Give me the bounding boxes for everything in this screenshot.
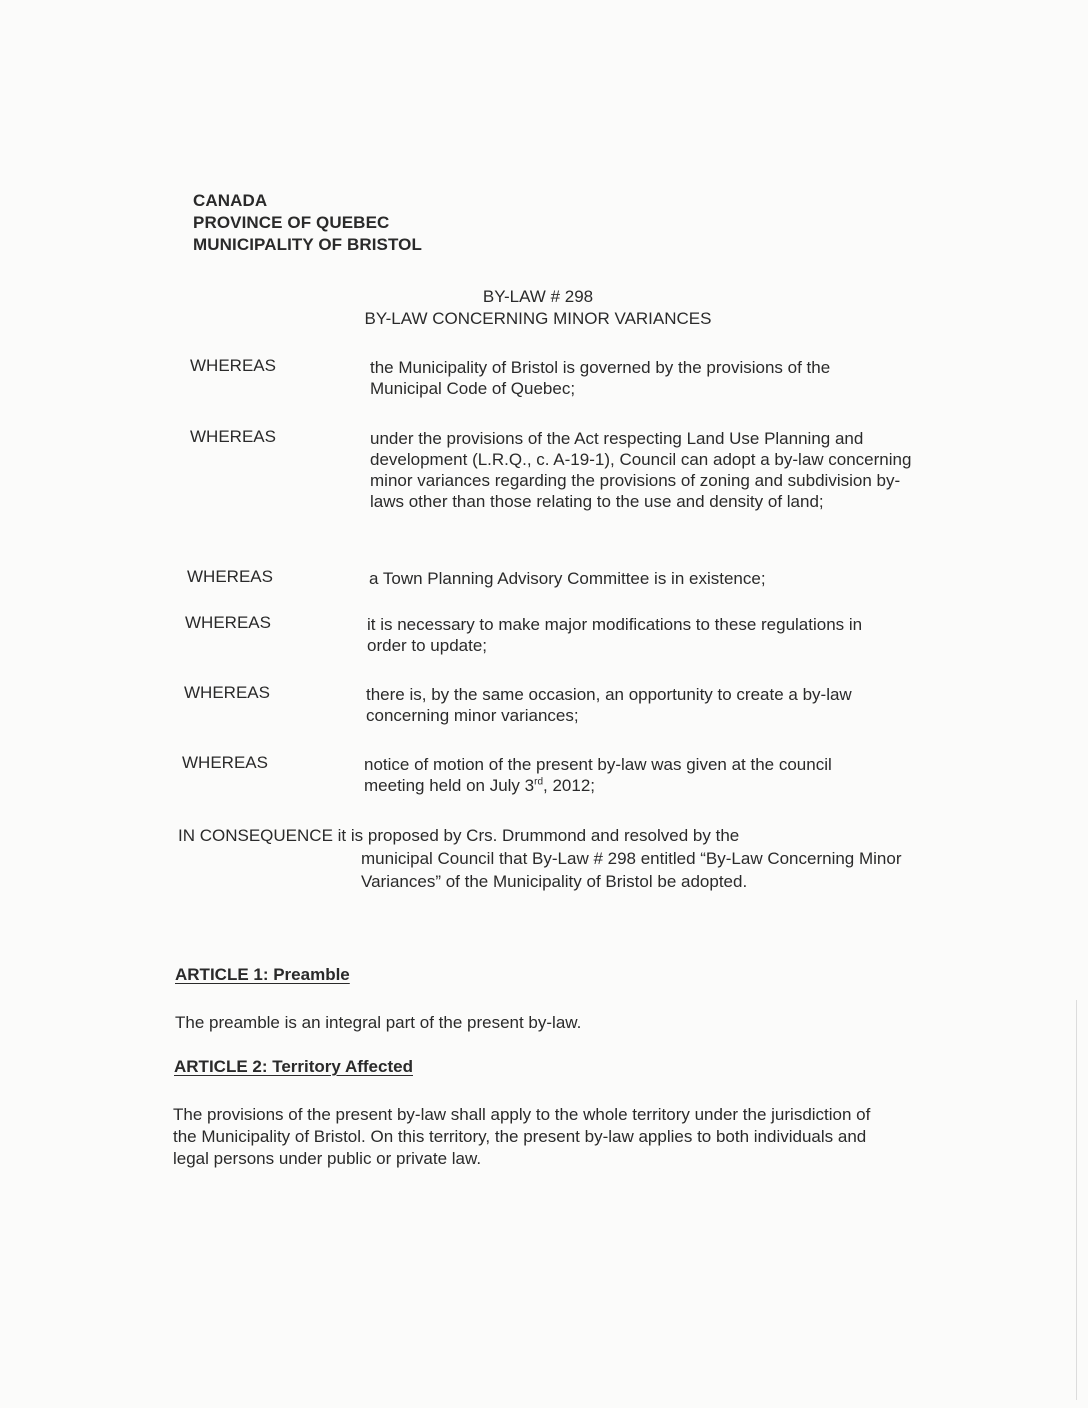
bylaw-subject: BY-LAW CONCERNING MINOR VARIANCES bbox=[364, 309, 712, 328]
scan-artifact-line bbox=[1076, 1000, 1077, 1400]
whereas-text: there is, by the same occasion, an opportunity to create a by-law concerning minor variances; bbox=[366, 685, 852, 725]
whereas-text: it is necessary to make major modifications to these regulations in order to update; bbox=[367, 615, 863, 655]
consequence-text: municipal Council that By-Law # 298 entitled “By-Law Concerning Minor Variances” of the Municipality of Bristol be adopted. bbox=[361, 849, 902, 891]
country-line: CANADA bbox=[193, 191, 268, 210]
article-1-body: The preamble is an integral part of the present by-law. bbox=[175, 1013, 582, 1032]
ordinal-suffix: rd bbox=[534, 776, 544, 788]
whereas-text bbox=[364, 754, 864, 796]
whereas-text-end: , 2012; bbox=[543, 776, 596, 795]
municipality-line: MUNICIPALITY OF BRISTOL bbox=[193, 235, 422, 254]
bylaw-title bbox=[300, 286, 776, 330]
whereas-text: under the provisions of the Act respecting Land Use Planning and development (L.R.Q., c. A-19-1), Council can adopt a by-law concerning minor variances regarding the provisions of zoning and subdivision by-laws other than those relating to the use and density of land; bbox=[370, 429, 912, 511]
whereas-text-main: notice of motion of the present by-law was given at the council meeting held on July 3 bbox=[364, 755, 832, 795]
whereas-label: WHEREAS bbox=[190, 427, 276, 446]
whereas-label: WHEREAS bbox=[187, 567, 273, 586]
whereas-label: WHEREAS bbox=[190, 356, 276, 375]
consequence-clause bbox=[178, 824, 918, 893]
article-1-heading: ARTICLE 1: Preamble bbox=[175, 965, 350, 984]
whereas-label: WHEREAS bbox=[182, 753, 268, 772]
article-2-body: The provisions of the present by-law shall apply to the whole territory under the jurisdiction of the Municipality of Bristol. On this territory, the present by-law applies to both individuals and legal persons under public or private law. bbox=[173, 1105, 871, 1168]
article-2-heading: ARTICLE 2: Territory Affected bbox=[174, 1057, 413, 1076]
whereas-text: a Town Planning Advisory Committee is in existence; bbox=[369, 569, 766, 588]
whereas-label: WHEREAS bbox=[185, 613, 271, 632]
consequence-first-line: it is proposed by Crs. Drummond and resolved by the bbox=[337, 826, 740, 845]
whereas-text: the Municipality of Bristol is governed by the provisions of the Municipal Code of Quebec; bbox=[370, 358, 831, 398]
jurisdiction-heading bbox=[193, 190, 422, 256]
province-line: PROVINCE OF QUEBEC bbox=[193, 213, 390, 232]
consequence-label: IN CONSEQUENCE bbox=[178, 826, 333, 845]
bylaw-number: BY-LAW # 298 bbox=[482, 287, 594, 306]
whereas-label: WHEREAS bbox=[184, 683, 270, 702]
